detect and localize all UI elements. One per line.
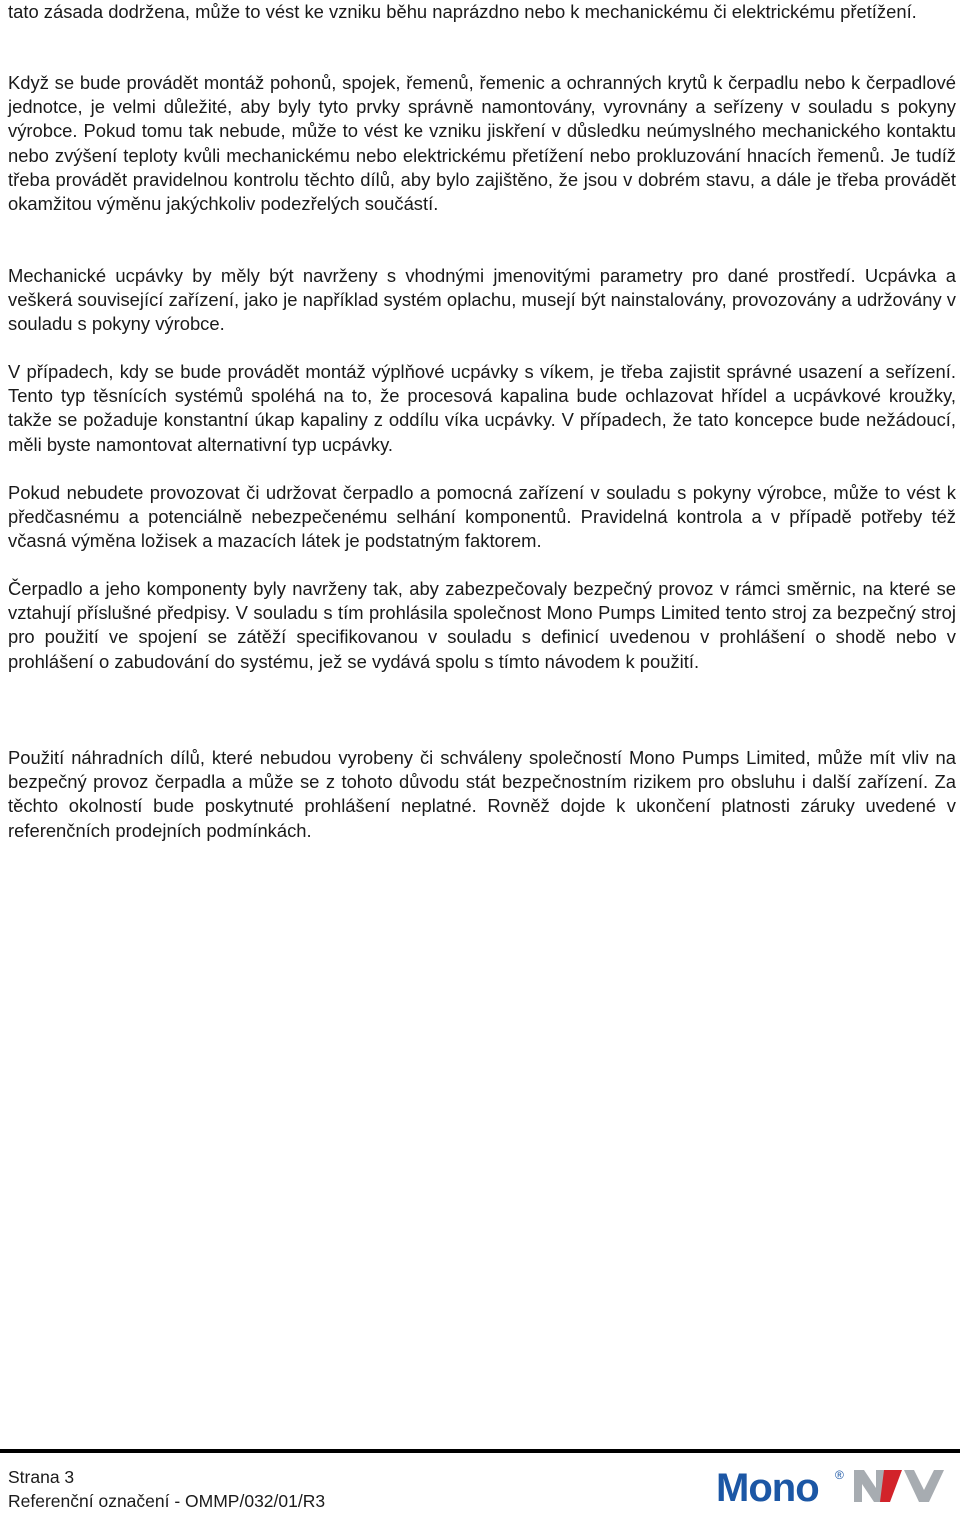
- footer-info: [8, 1465, 325, 1513]
- paragraph-maintenance: Pokud nebudete provozovat či udržovat čerpadlo a pomocná zařízení v souladu s pokyny výrobce, může to vést k předčasnému a potenciálně nebezpečenému selhání komponentů. Pravidelná kontrola a v případě potřeby též včasná výměna ložisek a mazacích látek je podstatným faktorem.: [8, 482, 956, 552]
- logo-registered-mark: ®: [835, 1468, 844, 1482]
- paragraph-drive-installation: Když se bude provádět montáž pohonů, spojek, řemenů, řemenic a ochranných krytů k čerpadlu nebo k čerpadlové jednotce, je velmi důležité, aby byly tyto prvky správně namontovány, vyrovnány a seřízeny v souladu s pokyny výrobce. Pokud tomu tak nebude, může to vést ke vzniku jiskření v důsledku neúmyslného mechanického kontaktu nebo zvýšení teploty kvůli mechanickému nebo elektrickému přetížení nebo prokluzování hnacích řemenů. Je tudíž třeba provádět pravidelnou kontrolu těchto dílů, aby bylo zajištěno, že jsou v dobrém stavu, a dále je třeba provádět okamžitou výměnu jakýchkoliv podezřelých součástí.: [8, 72, 956, 215]
- company-logo: [716, 1465, 956, 1505]
- footer-divider: [0, 1449, 960, 1453]
- logo-nov-mark: [854, 1470, 944, 1502]
- paragraph-mechanical-seals: Mechanické ucpávky by měly být navrženy s vhodnými jmenovitými parametry pro dané prostředí. Ucpávka a veškerá související zařízení, jako je například systém oplachu, musejí být nainstalovány, provozovány a udržovány v souladu s pokyny výrobce.: [8, 265, 956, 335]
- document-reference: Referenční označení - OMMP/032/01/R3: [8, 1491, 326, 1511]
- logo-mono-text: Mono: [716, 1466, 819, 1505]
- paragraph-safe-design: Čerpadlo a jeho komponenty byly navrženy tak, aby zabezpečovaly bezpečný provoz v rámci směrnic, na které se vztahují příslušné předpisy. V souladu s tím prohlásila společnost Mono Pumps Limited tento stroj za bezpečný stroj pro použití ve spojení se zátěží specifikovanou v souladu s definicí uvedenou v prohlášení o shodě nebo v prohlášení o zabudování do systému, jež se vydává spolu s tímto návodem k použití.: [8, 578, 956, 672]
- paragraph-packed-gland: V případech, kdy se bude provádět montáž výplňové ucpávky s víkem, je třeba zajistit správné usazení a seřízení. Tento typ těsnících systémů spoléhá na to, že procesová kapalina bude ochlazovat hřídel a ucpávkové kroužky, takže se požaduje konstantní úkap kapaliny z oddílu víka ucpávky. V případech, že tato koncepce bude nežádoucí, měli byste namontovat alternativní typ ucpávky.: [8, 361, 956, 455]
- page-number: Strana 3: [8, 1467, 75, 1487]
- paragraph-continuation: tato zásada dodržena, může to vést ke vzniku běhu naprázdno nebo k mechanickému či elektrickému přetížení.: [8, 1, 917, 22]
- paragraph-spare-parts: Použití náhradních dílů, které nebudou vyrobeny či schváleny společností Mono Pumps Limited, může mít vliv na bezpečný provoz čerpadla a může se z tohoto důvodu stát bezpečnostním rizikem pro obsluhu i další zařízení. Za těchto okolností bude poskytnuté prohlášení neplatné. Rovněž dojde k ukončení platnosti záruky uvedené v referenčních prodejních podmínkách.: [8, 747, 956, 841]
